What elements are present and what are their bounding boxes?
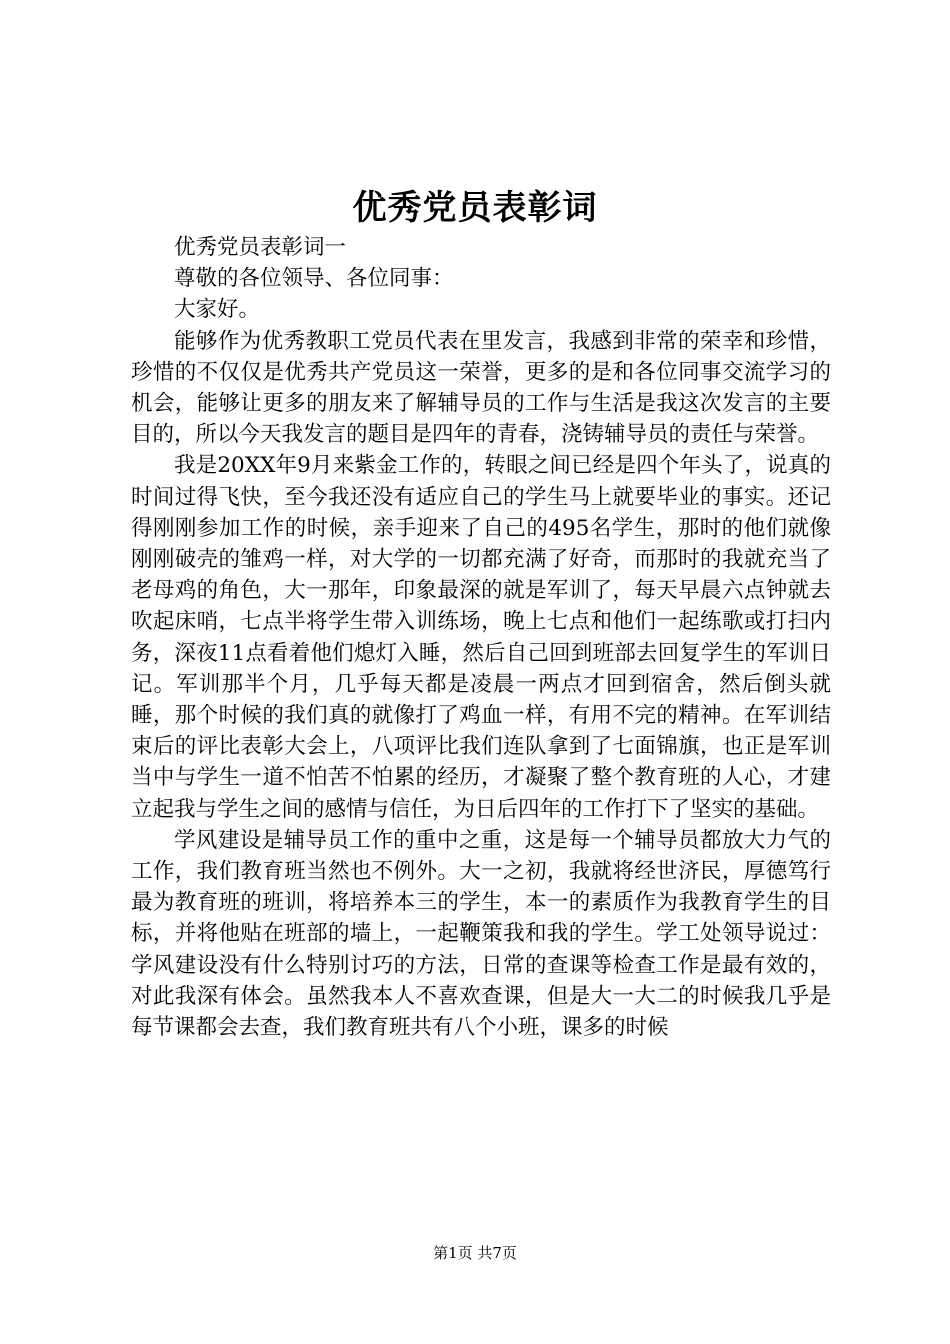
subtitle-paragraph: 优秀党员表彰词一 <box>174 235 347 260</box>
document-title: 优秀党员表彰词 <box>352 188 598 228</box>
document-body <box>131 232 831 1043</box>
body-paragraph: 我是20XX年9月来紫金工作的，转眼之间已经是四个年头了，说真的时间过得飞快，至今我还没有适应自己的学生马上就要毕业的事实。还记得刚刚参加工作的时候，亲手迎来了自己的495名学生，那时的他们就像刚刚破壳的雏鸡一样，对大学的一切都充满了好奇，而那时的我就充当了老母鸡的角色，大一那年，印象最深的就是军训了，每天早晨六点钟就去吹起床哨，七点半将学生带入训练场，晚上七点和他们一起练歌或打扫内务，深夜11点看着他们熄灯入睡，然后自己回到班部去回复学生的军训日记。军训那半个月，几乎每天都是凌晨一两点才回到宿舍，然后倒头就睡，那个时候的我们真的就像打了鸡血一样，有用不完的精神。在军训结束后的评比表彰大会上，八项评比我们连队拿到了七面锦旗，也正是军训当中与学生一道不怕苦不怕累的经历，才凝聚了整个教育班的人心，才建立起我与学生之间的感情与信任，为日后四年的工作打下了坚实的基础。 <box>131 453 831 822</box>
body-paragraph: 学风建设是辅导员工作的重中之重，这是每一个辅导员都放大力气的工作，我们教育班当然也不例外。大一之初，我就将经世济民，厚德笃行最为教育班的班训，将培养本三的学生，本一的素质作为我教育学生的目标，并将他贴在班部的墙上，一起鞭策我和我的学生。学工处领导说过：学风建设没有什么特别讨巧的方法，日常的查课等检查工作是最有效的，对此我深有体会。虽然我本人不喜欢查课，但是大一大二的时候我几乎是每节课都会去查，我们教育班共有八个小班，课多的时候 <box>131 827 831 1041</box>
body-paragraph: 能够作为优秀教职工党员代表在里发言，我感到非常的荣幸和珍惜，珍惜的不仅仅是优秀共产党员这一荣誉，更多的是和各位同事交流学习的机会，能够让更多的朋友来了解辅导员的工作与生活是我这次发言的主要目的，所以今天我发言的题目是四年的青春，浇铸辅导员的责任与荣誉。 <box>131 328 831 448</box>
salutation-paragraph: 尊敬的各位领导、各位同事： <box>174 266 454 292</box>
greeting-paragraph: 大家好。 <box>174 297 261 323</box>
page-number-footer: 第1页 共7页 <box>433 1244 517 1262</box>
